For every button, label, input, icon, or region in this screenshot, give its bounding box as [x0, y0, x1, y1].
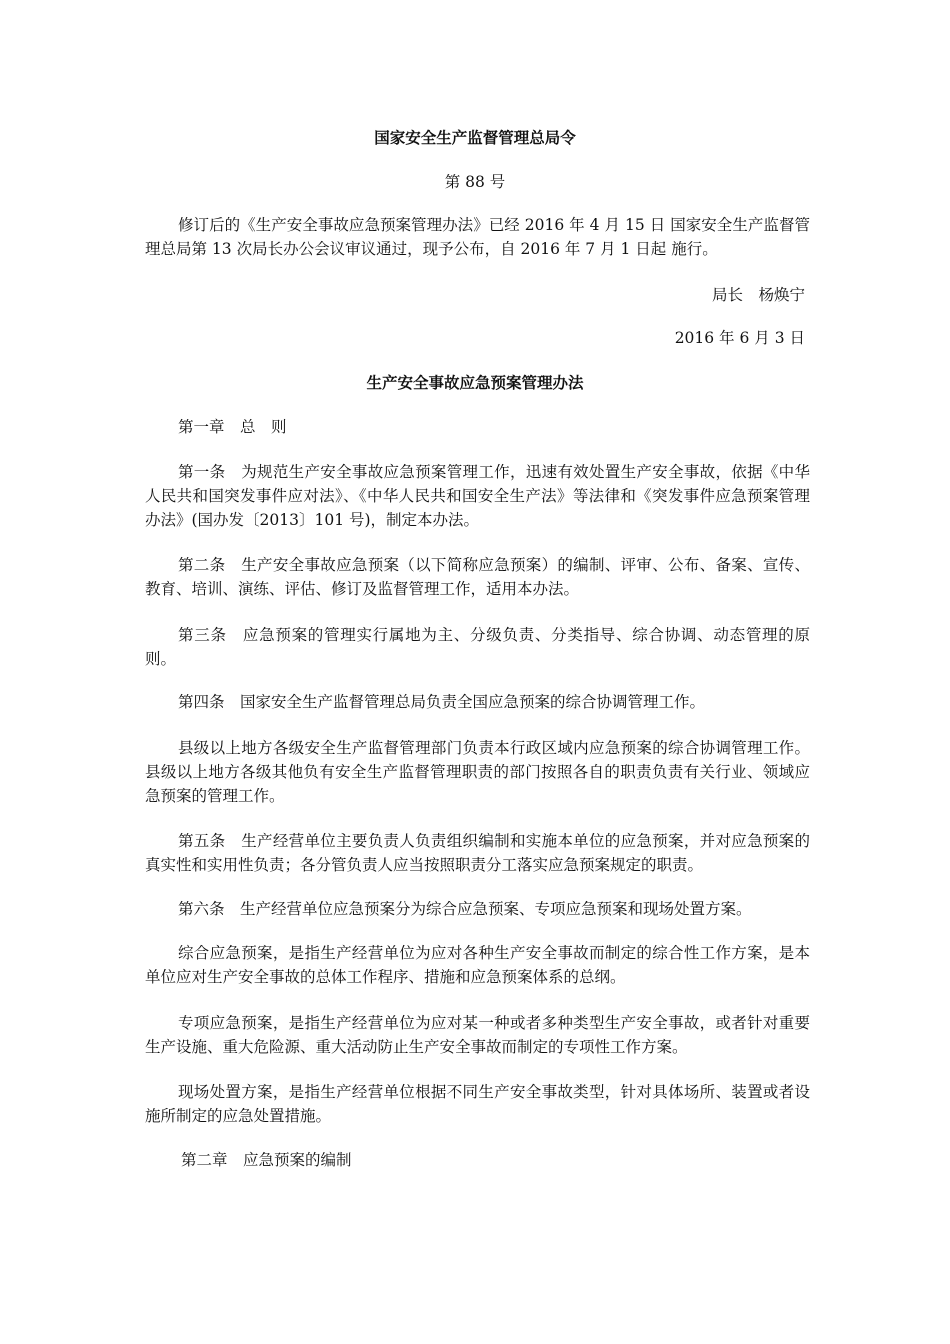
signatory: 局长 杨焕宁 [711, 286, 805, 304]
signing-date: 2016 年 6 月 3 日 [674, 329, 805, 347]
order-title: 国家安全生产监督管理总局令 [374, 128, 576, 147]
article-2: 第二条 生产安全事故应急预案（以下简称应急预案）的编制、评审、公布、备案、宣传、教育、培训、演练、评估、修订及监督管理工作，适用本办法。 [145, 556, 810, 598]
article-6-special-plan: 专项应急预案，是指生产经营单位为应对某一种或者多种类型生产安全事故，或者针对重要生产设施、重大危险源、重大活动防止生产安全事故而制定的专项性工作方案。 [145, 1014, 810, 1056]
article-1: 第一条 为规范生产安全事故应急预案管理工作，迅速有效处置生产安全事故，依据《中华人民共和国突发事件应对法》、《中华人民共和国安全生产法》等法律和《突发事件应急预案管理办法》(国办发〔2013〕101 号)，制定本办法。 [145, 463, 810, 529]
article-3: 第三条 应急预案的管理实行属地为主、分级负责、分类指导、综合协调、动态管理的原则。 [145, 626, 810, 668]
chapter-heading: 第一章 总 则 [178, 418, 287, 436]
order-body: 修订后的《生产安全事故应急预案管理办法》已经 2016 年 4 月 15 日 国家安全生产监督管理总局第 13 次局长办公会议审议通过，现予公布，自 2016 年 7 月 1 日起 施行。 [145, 216, 810, 258]
article-4: 第四条 国家安全生产监督管理总局负责全国应急预案的综合协调管理工作。 [178, 693, 706, 711]
order-number: 第 88 号 [444, 173, 506, 191]
article-6: 第六条 生产经营单位应急预案分为综合应急预案、专项应急预案和现场处置方案。 [178, 900, 752, 918]
article-6-onsite-plan: 现场处置方案，是指生产经营单位根据不同生产安全事故类型，针对具体场所、装置或者设施所制定的应急处置措施。 [145, 1083, 810, 1125]
chapter-heading: 第二章 应急预案的编制 [181, 1151, 352, 1169]
article-6-comprehensive-plan: 综合应急预案，是指生产经营单位为应对各种生产安全事故而制定的综合性工作方案，是本单位应对生产安全事故的总体工作程序、措施和应急预案体系的总纲。 [145, 944, 810, 986]
article-5: 第五条 生产经营单位主要负责人负责组织编制和实施本单位的应急预案，并对应急预案的真实性和实用性负责；各分管负责人应当按照职责分工落实应急预案规定的职责。 [145, 832, 810, 874]
article-4-paragraph-2: 县级以上地方各级安全生产监督管理部门负责本行政区域内应急预案的综合协调管理工作。县级以上地方各级其他负有安全生产监督管理职责的部门按照各自的职责负责有关行业、领域应急预案的管理工作。 [145, 739, 810, 805]
regulation-title: 生产安全事故应急预案管理办法 [366, 373, 584, 392]
